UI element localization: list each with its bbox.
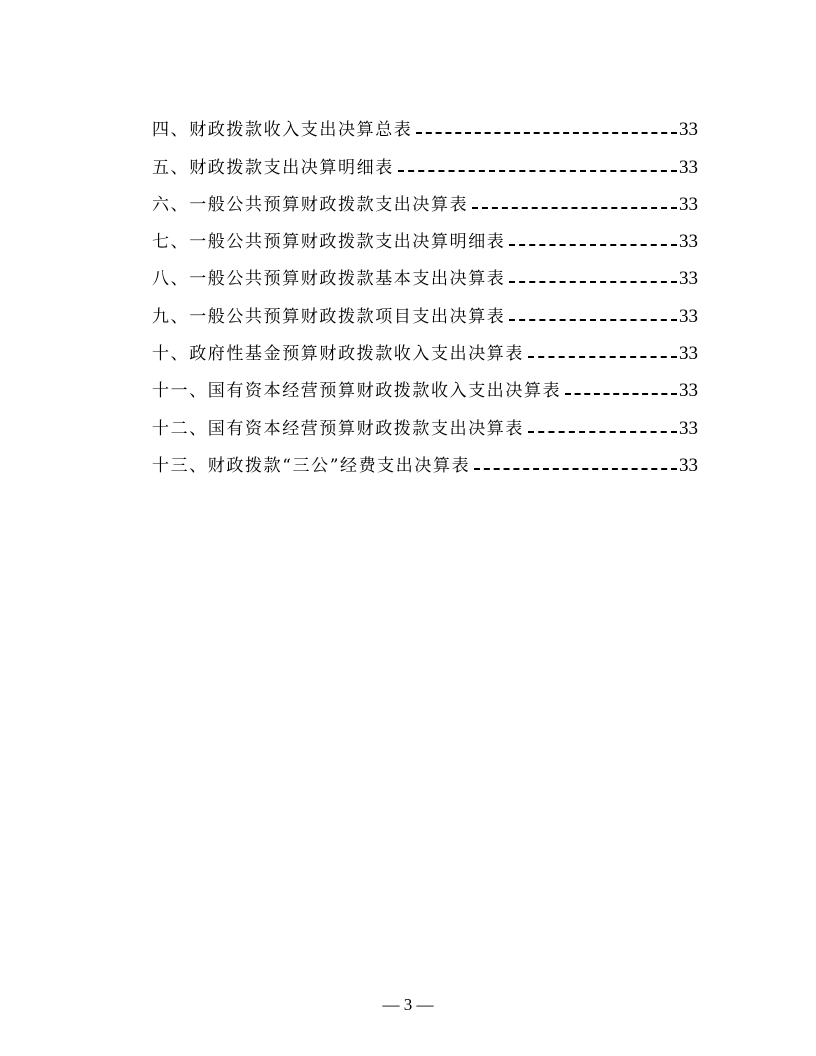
toc-entry-title: 十二、国有资本经营预算财政拨款支出决算表 bbox=[152, 418, 524, 439]
toc-entry-page: 33 bbox=[679, 193, 698, 215]
toc-entry bbox=[152, 216, 698, 253]
toc-dot-leader bbox=[528, 356, 677, 358]
toc-entry-page: 33 bbox=[679, 305, 698, 327]
toc-entry-page: 33 bbox=[679, 454, 698, 476]
toc-entry-title: 七、一般公共预算财政拨款支出决算明细表 bbox=[152, 232, 506, 253]
toc-dot-leader bbox=[565, 393, 677, 395]
toc-entry bbox=[152, 328, 698, 365]
toc-dot-leader bbox=[528, 431, 677, 433]
toc-entry bbox=[152, 141, 698, 178]
toc-dot-leader bbox=[509, 244, 677, 246]
toc-entry-title: 六、一般公共预算财政拨款支出决算表 bbox=[152, 194, 469, 215]
toc-dot-leader bbox=[509, 281, 677, 283]
toc-dot-leader bbox=[472, 207, 677, 209]
toc-dot-leader bbox=[474, 468, 677, 470]
toc-entry bbox=[152, 402, 698, 439]
table-of-contents bbox=[152, 104, 698, 477]
toc-entry-title: 四、财政拨款收入支出决算总表 bbox=[152, 120, 413, 141]
toc-entry-page: 33 bbox=[679, 119, 698, 141]
toc-entry-title: 十三、财政拨款“三公”经费支出决算表 bbox=[152, 455, 471, 476]
toc-entry bbox=[152, 365, 698, 402]
toc-entry-page: 33 bbox=[679, 380, 698, 402]
toc-entry-page: 33 bbox=[679, 231, 698, 253]
toc-dot-leader bbox=[509, 319, 677, 321]
toc-entry-title: 十、政府性基金预算财政拨款收入支出决算表 bbox=[152, 344, 524, 365]
toc-entry bbox=[152, 290, 698, 327]
toc-entry-page: 33 bbox=[679, 156, 698, 178]
toc-entry-page: 33 bbox=[679, 343, 698, 365]
page-number: — 3 — bbox=[382, 995, 434, 1014]
toc-entry-title: 八、一般公共预算财政拨款基本支出决算表 bbox=[152, 269, 506, 290]
toc-entry-page: 33 bbox=[679, 417, 698, 439]
toc-entry-title: 十一、国有资本经营预算财政拨款收入支出决算表 bbox=[152, 381, 562, 402]
toc-entry bbox=[152, 440, 698, 477]
toc-entry bbox=[152, 253, 698, 290]
toc-entry-page: 33 bbox=[679, 268, 698, 290]
toc-entry bbox=[152, 179, 698, 216]
toc-dot-leader bbox=[416, 132, 677, 134]
toc-dot-leader bbox=[398, 170, 677, 172]
toc-entry-title: 五、财政拨款支出决算明细表 bbox=[152, 157, 394, 178]
toc-entry-title: 九、一般公共预算财政拨款项目支出决算表 bbox=[152, 306, 506, 327]
toc-entry bbox=[152, 104, 698, 141]
